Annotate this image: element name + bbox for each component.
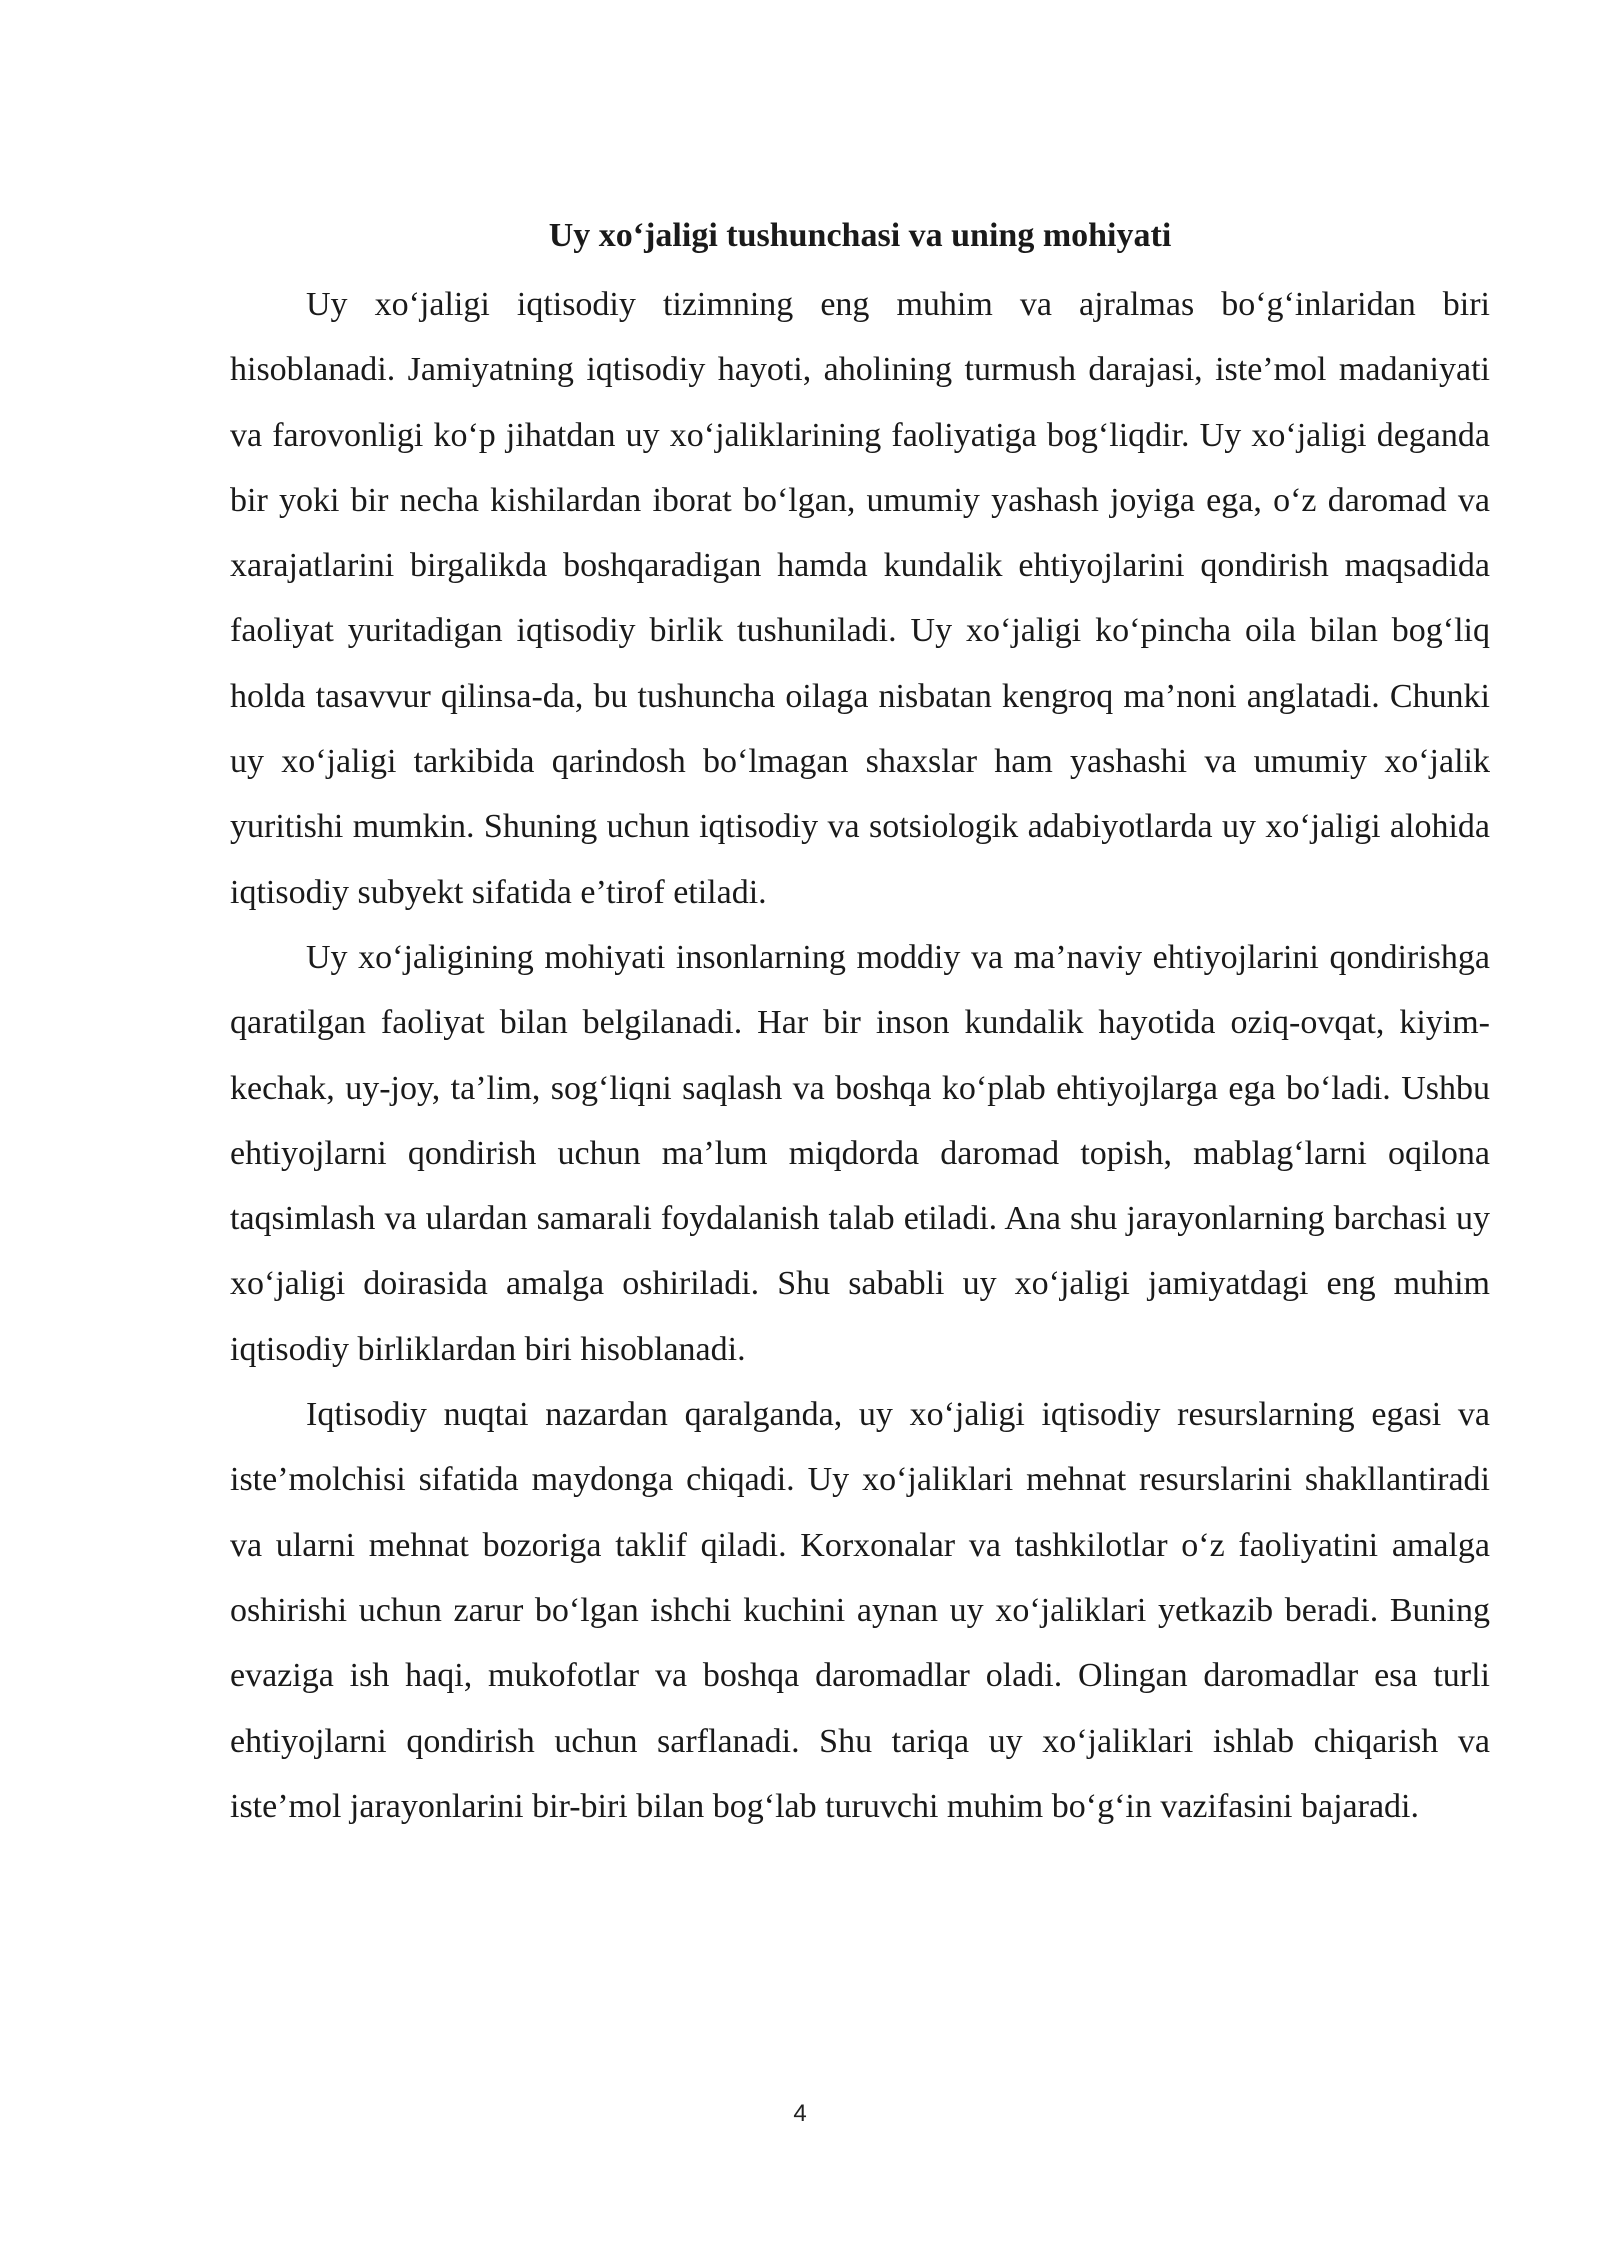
page-number: 4	[793, 2100, 807, 2127]
document-body	[230, 210, 1490, 1839]
paragraph-1: Uy xo‘jaligi iqtisodiy tizimning eng muhim va ajralmas bo‘g‘inlaridan biri hisoblanadi. Jamiyatning iqtisodiy hayoti, aholining turmush darajasi, iste’mol madaniyati va farovonligi ko‘p jihatdan uy xo‘jaliklarining faoliyatiga bog‘liqdir. Uy xo‘jaligi deganda bir yoki bir necha kishilardan iborat bo‘lgan, umumiy yashash joyiga ega, o‘z daromad va xarajatlarini birgalikda boshqaradigan hamda kundalik ehtiyojlarini qondirish maqsadida faoliyat yuritadigan iqtisodiy birlik tushuniladi. Uy xo‘jaligi ko‘pincha oila bilan bog‘liq holda tasavvur qilinsa-da, bu tushuncha oilaga nisbatan kengroq ma’noni anglatadi. Chunki uy xo‘jaligi tarkibida qarindosh bo‘lmagan shaxslar ham yashashi va umumiy xo‘jalik yuritishi mumkin. Shuning uchun iqtisodiy va sotsiologik adabiyotlarda uy xo‘jaligi alohida iqtisodiy subyekt sifatida e’tirof etiladi.	[230, 286, 1490, 911]
paragraph-2: Uy xo‘jaligining mohiyati insonlarning moddiy va ma’naviy ehtiyojlarini qondirishga qaratilgan faoliyat bilan belgilanadi. Har bir inson kundalik hayotida oziq-ovqat, kiyim-kechak, uy-joy, ta’lim, sog‘liqni saqlash va boshqa ko‘plab ehtiyojlarga ega bo‘ladi. Ushbu ehtiyojlarni qondirish uchun ma’lum miqdorda daromad topish, mablag‘larni oqilona taqsimlash va ulardan samarali foydalanish talab etiladi. Ana shu jarayonlarning barchasi uy xo‘jaligi doirasida amalga oshiriladi. Shu sababli uy xo‘jaligi jamiyatdagi eng muhim iqtisodiy birliklardan biri hisoblanadi.	[230, 938, 1490, 1368]
document-title: Uy xo‘jaligi tushunchasi va uning mohiyati	[548, 217, 1172, 254]
paragraph-3: Iqtisodiy nuqtai nazardan qaralganda, uy xo‘jaligi iqtisodiy resurslarning egasi va iste’molchisi sifatida maydonga chiqadi. Uy xo‘jaliklari mehnat resurslarini shakllantiradi va ularni mehnat bozoriga taklif qiladi. Korxonalar va tashkilotlar o‘z faoliyatini amalga oshirishi uchun zarur bo‘lgan ishchi kuchini aynan uy xo‘jaliklari yetkazib beradi. Buning evaziga ish haqi, mukofotlar va boshqa daromadlar oladi. Olingan daromadlar esa turli ehtiyojlarni qondirish uchun sarflanadi. Shu tariqa uy xo‘jaliklari ishlab chiqarish va iste’mol jarayonlarini bir-biri bilan bog‘lab turuvchi muhim bo‘g‘in vazifasini bajaradi.	[230, 1396, 1490, 1825]
